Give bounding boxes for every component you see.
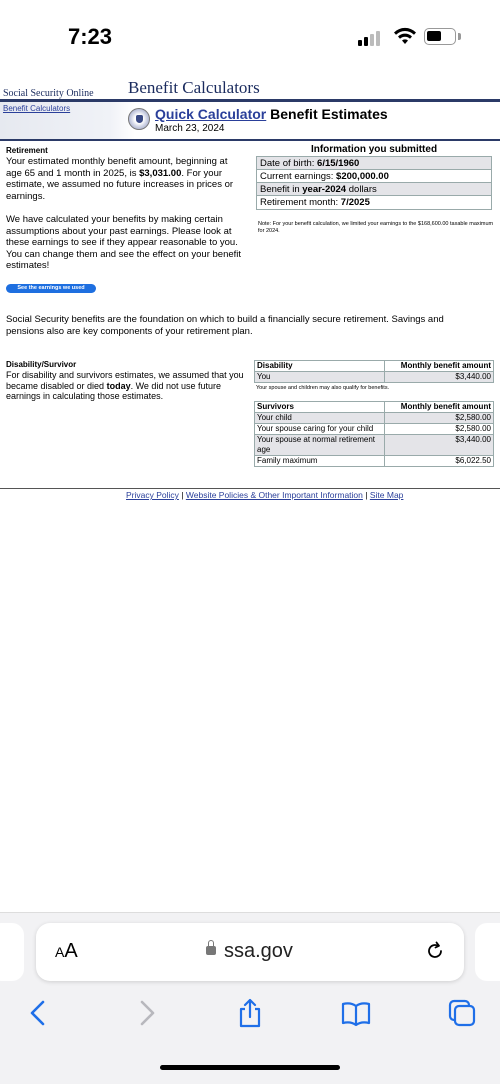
ssa-seal-icon bbox=[128, 108, 150, 130]
table-row: Your child $2,580.00 bbox=[257, 413, 491, 422]
info-row-dob: Date of birth: 6/15/1960 bbox=[257, 157, 491, 170]
disability-survivor-text: For disability and survivors estimates, we assumed that you became disabled or died today. We did not use future earnings in calculating those estimates. bbox=[6, 370, 244, 401]
chevron-right-icon[interactable] bbox=[131, 998, 161, 1028]
book-icon[interactable] bbox=[341, 998, 371, 1028]
site-name: Social Security Online bbox=[3, 88, 94, 99]
banner-divider bbox=[0, 139, 500, 141]
info-submitted-title: Information you submitted bbox=[310, 144, 438, 155]
retirement-amount: $3,031.00 bbox=[139, 167, 182, 179]
earnings-assumption-text: We have calculated your benefits by making certain assumptions about your past earnings. Please look at these earnings to see if they appear reasonable to you. You can change them and see the effect on your benefit estimates! bbox=[6, 214, 242, 271]
status-time: 7:23 bbox=[68, 24, 113, 49]
website-policies-link[interactable]: Website Policies & Other Important Information bbox=[185, 490, 363, 500]
table-row: Your spouse at normal retirement age $3,440.00 bbox=[257, 435, 491, 454]
foundation-text: Social Security benefits are the foundation on which to build a financially secure retirement. Savings and pensions also are key components of your retirement plan. bbox=[6, 314, 444, 337]
table-row: Family maximum $6,022.50 bbox=[257, 456, 491, 465]
footer-separator: | bbox=[365, 490, 368, 500]
site-map-link[interactable]: Site Map bbox=[369, 490, 404, 500]
disability-table-header: Disability Monthly benefit amount bbox=[257, 361, 491, 370]
info-row-earnings: Current earnings: $200,000.00 bbox=[257, 170, 491, 183]
retirement-estimate-text bbox=[6, 156, 244, 202]
battery-icon bbox=[424, 28, 456, 45]
disability-note: Your spouse and children may also qualify for benefits. bbox=[256, 385, 390, 391]
footer-separator: | bbox=[181, 490, 184, 500]
footer-divider bbox=[0, 488, 500, 489]
previous-tab-preview[interactable] bbox=[0, 923, 24, 981]
retirement-text-post: . For your estimate, we assumed no future increases in prices or earnings. bbox=[6, 167, 234, 202]
lock-icon bbox=[206, 946, 216, 955]
status-bar bbox=[0, 0, 500, 78]
breadcrumb-benefit-calculators[interactable]: Benefit Calculators bbox=[3, 104, 71, 113]
retirement-label: Retirement bbox=[6, 146, 48, 155]
header-title: Benefit Calculators bbox=[128, 78, 260, 97]
disability-table bbox=[254, 360, 494, 383]
text-size-button[interactable]: AA bbox=[55, 940, 78, 962]
table-row: You $3,440.00 bbox=[257, 372, 491, 381]
next-tab-preview[interactable] bbox=[475, 923, 500, 981]
chevron-left-icon[interactable] bbox=[24, 998, 54, 1028]
info-row-benefit-year: Benefit in year-2024 dollars bbox=[257, 183, 491, 196]
cellular-signal-icon bbox=[358, 30, 384, 46]
page-title-rest: Benefit Estimates bbox=[270, 106, 388, 122]
tabs-icon[interactable] bbox=[447, 998, 477, 1028]
battery-nub bbox=[458, 33, 461, 40]
privacy-policy-link[interactable]: Privacy Policy bbox=[126, 490, 179, 500]
taxable-maximum-note: Note: For your benefit calculation, we limited your earnings to the $168,600.00 taxable maximum for 2024. bbox=[258, 221, 494, 234]
retirement-text-pre: Your estimated monthly benefit amount, beginning at age 65 and 1 month in 2025, is bbox=[6, 156, 228, 179]
page-date: March 23, 2024 bbox=[155, 123, 225, 134]
page-title bbox=[155, 106, 388, 122]
reload-icon[interactable] bbox=[424, 940, 446, 962]
wifi-icon bbox=[393, 26, 417, 46]
home-indicator bbox=[160, 1065, 340, 1070]
table-row: Your spouse caring for your child $2,580.00 bbox=[257, 424, 491, 433]
address-domain[interactable]: ssa.gov bbox=[224, 940, 293, 962]
footer-links bbox=[126, 490, 403, 500]
survivors-table-header: Survivors Monthly benefit amount bbox=[257, 402, 491, 411]
survivors-table bbox=[254, 401, 494, 467]
share-icon[interactable] bbox=[235, 998, 265, 1028]
see-earnings-button[interactable]: See the earnings we used bbox=[6, 284, 96, 293]
info-row-retirement-month: Retirement month: 7/2025 bbox=[260, 197, 370, 208]
quick-calculator-link[interactable]: Quick Calculator bbox=[155, 106, 267, 122]
disability-survivor-label: Disability/Survivor bbox=[6, 360, 77, 369]
info-submitted-table bbox=[256, 156, 492, 210]
